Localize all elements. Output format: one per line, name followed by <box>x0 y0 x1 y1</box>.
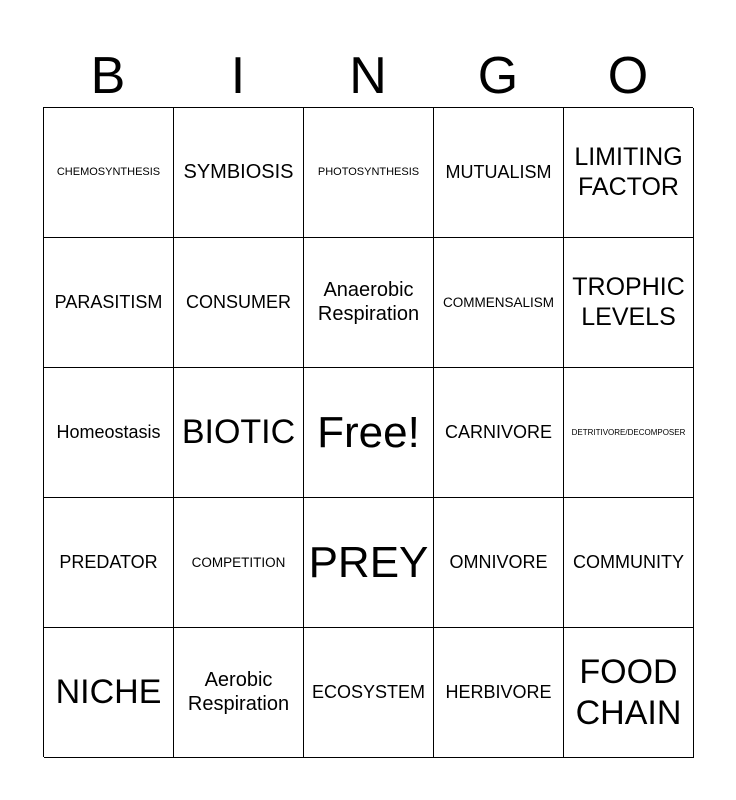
cell-text: LIMITING FACTOR <box>574 143 683 201</box>
cell-text: COMMENSALISM <box>442 294 554 310</box>
bingo-board <box>43 107 693 757</box>
cell-text: CARNIVORE <box>444 421 552 442</box>
header-letter-g: G <box>477 47 519 105</box>
cell-text: BIOTIC <box>181 413 296 452</box>
free-space-cell[interactable] <box>304 368 434 498</box>
cell-text: ECOSYSTEM <box>311 681 426 702</box>
bingo-cell[interactable] <box>304 108 434 238</box>
header-letter-i: I <box>230 47 246 105</box>
bingo-cell[interactable] <box>564 628 694 758</box>
bingo-cell[interactable] <box>44 498 174 628</box>
bingo-cell[interactable] <box>174 108 304 238</box>
cell-text: CHEMOSYNTHESIS <box>56 166 161 179</box>
bingo-cell[interactable] <box>434 368 564 498</box>
cell-text: CONSUMER <box>185 291 291 312</box>
bingo-cell[interactable] <box>434 238 564 368</box>
bingo-cell[interactable] <box>304 628 434 758</box>
bingo-cell[interactable] <box>434 498 564 628</box>
bingo-header <box>43 44 693 108</box>
bingo-cell[interactable] <box>564 498 694 628</box>
cell-text: PARASITISM <box>54 291 163 312</box>
bingo-cell[interactable] <box>564 238 694 368</box>
cell-text: OMNIVORE <box>449 551 548 572</box>
bingo-cell[interactable] <box>174 368 304 498</box>
bingo-cell[interactable] <box>174 498 304 628</box>
cell-text: Aerobic Respiration <box>187 668 290 715</box>
cell-text: NICHE <box>55 673 162 712</box>
bingo-cell[interactable] <box>44 238 174 368</box>
bingo-cell[interactable] <box>304 238 434 368</box>
cell-text: DETRITIVORE/DECOMPOSER <box>571 427 686 437</box>
cell-text: SYMBIOSIS <box>183 160 294 183</box>
bingo-cell[interactable] <box>174 238 304 368</box>
cell-text: PREY <box>308 537 429 587</box>
cell-text: Homeostasis <box>56 421 161 442</box>
cell-text: HERBIVORE <box>445 681 552 702</box>
header-letter-b: B <box>90 47 126 105</box>
bingo-cell[interactable] <box>434 628 564 758</box>
cell-text: PREDATOR <box>59 551 158 572</box>
free-space-text: Free! <box>317 407 420 457</box>
bingo-cell[interactable] <box>44 108 174 238</box>
bingo-cell[interactable] <box>564 108 694 238</box>
bingo-cell[interactable] <box>304 498 434 628</box>
bingo-cell[interactable] <box>564 368 694 498</box>
cell-text: TROPHIC LEVELS <box>572 273 685 331</box>
cell-text: PHOTOSYNTHESIS <box>317 166 420 179</box>
bingo-cell[interactable] <box>174 628 304 758</box>
cell-text: MUTUALISM <box>445 161 552 182</box>
cell-text: COMPETITION <box>191 554 286 570</box>
header-letter-n: N <box>349 47 387 105</box>
bingo-cell[interactable] <box>44 368 174 498</box>
header-letter-o: O <box>607 47 649 105</box>
cell-text: Anaerobic Respiration <box>317 278 420 325</box>
cell-text: FOOD CHAIN <box>575 653 682 732</box>
bingo-cell[interactable] <box>434 108 564 238</box>
bingo-cell[interactable] <box>44 628 174 758</box>
cell-text: COMMUNITY <box>573 551 684 572</box>
